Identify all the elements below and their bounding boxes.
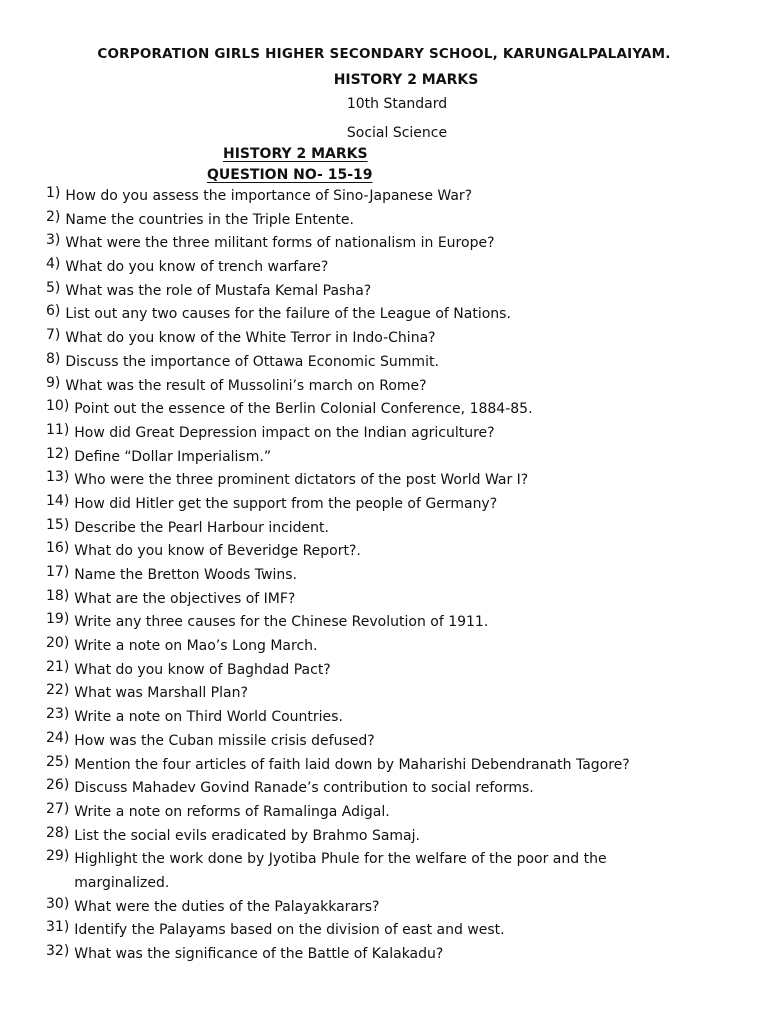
- question-item: [46, 280, 746, 304]
- question-text: Write a note on reforms of Ramalinga Adigal.: [74, 803, 390, 820]
- question-number: 30): [46, 895, 70, 912]
- question-item: [46, 256, 746, 280]
- question-text: What was Marshall Plan?: [74, 685, 248, 702]
- question-item: [46, 232, 746, 256]
- question-number: 16): [46, 540, 70, 557]
- question-text: How did Hitler get the support from the people of Germany?: [74, 495, 498, 512]
- question-text: What are the objectives of IMF?: [74, 590, 296, 607]
- question-item: [46, 943, 746, 967]
- question-number: 11): [46, 421, 70, 438]
- question-number: 8): [46, 350, 61, 367]
- question-item: [46, 801, 746, 825]
- question-item: [46, 303, 746, 327]
- question-number: 9): [46, 374, 61, 391]
- question-text: What were the duties of the Palayakkarars?: [74, 898, 380, 915]
- question-number: 20): [46, 635, 70, 652]
- question-number: 17): [46, 564, 70, 580]
- question-text: What do you know of the White Terror in Indo-China?: [65, 330, 436, 347]
- question-number: 27): [46, 800, 70, 817]
- question-text: Highlight the work done by Jyotiba Phule for the welfare of the poor and the marginalized.: [74, 851, 607, 891]
- question-text: What do you know of trench warfare?: [65, 259, 329, 276]
- question-item: [46, 517, 746, 541]
- question-text: List the social evils eradicated by Brahmo Samaj.: [74, 827, 420, 844]
- question-item: [46, 825, 746, 849]
- question-text: Identify the Palayams based on the division of east and west.: [74, 922, 505, 939]
- question-number: 26): [46, 777, 70, 794]
- question-number: 31): [46, 919, 70, 936]
- question-number: 25): [46, 753, 70, 770]
- question-item: [46, 422, 746, 446]
- question-item: [46, 588, 746, 612]
- section-title: HISTORY 2 MARKS: [223, 146, 368, 162]
- question-number: 7): [46, 327, 61, 344]
- question-number: 32): [46, 943, 70, 960]
- question-text: What do you know of Beveridge Report?.: [74, 543, 361, 560]
- question-item: [46, 635, 746, 659]
- question-item: [46, 493, 746, 517]
- question-number: 19): [46, 611, 70, 628]
- document-title: HISTORY 2 MARKS: [333, 72, 479, 88]
- question-item: [46, 327, 746, 351]
- question-number: 6): [46, 303, 61, 320]
- question-item: [46, 730, 746, 754]
- question-text: Write a note on Mao’s Long March.: [74, 638, 318, 655]
- question-item: [46, 706, 746, 730]
- question-item: [46, 469, 746, 493]
- question-item: [46, 398, 746, 422]
- question-text: Name the countries in the Triple Entente.: [65, 211, 354, 228]
- subject-label: Social Science: [346, 125, 448, 141]
- question-text: Describe the Pearl Harbour incident.: [74, 519, 329, 536]
- question-item: [46, 209, 746, 233]
- question-item: [46, 564, 746, 588]
- question-number: 12): [46, 445, 70, 462]
- question-number: 18): [46, 587, 70, 604]
- question-text: What was the significance of the Battle of Kalakadu?: [74, 946, 444, 963]
- question-item: [46, 777, 746, 801]
- question-item: [46, 896, 746, 920]
- question-item: [46, 919, 746, 943]
- question-item: [46, 351, 746, 375]
- question-number: 29): [46, 848, 70, 865]
- question-text: Discuss Mahadev Govind Ranade’s contribution to social reforms.: [74, 780, 534, 797]
- question-number: 24): [46, 729, 70, 746]
- question-text: What do you know of Baghdad Pact?: [74, 661, 331, 678]
- question-text: What were the three militant forms of nationalism in Europe?: [65, 235, 495, 252]
- question-item: [46, 682, 746, 706]
- question-text: Write any three causes for the Chinese Revolution of 1911.: [74, 614, 489, 631]
- question-text: Discuss the importance of Ottawa Economic Summit.: [65, 353, 439, 370]
- question-number: 28): [46, 824, 70, 841]
- question-range: QUESTION NO- 15-19: [207, 167, 373, 183]
- question-item: [46, 848, 746, 895]
- question-number: 2): [46, 208, 61, 225]
- question-number: 3): [46, 232, 61, 249]
- question-item: [46, 375, 746, 399]
- question-number: 15): [46, 516, 70, 533]
- question-number: 23): [46, 706, 70, 723]
- question-number: 21): [46, 658, 70, 675]
- question-number: 5): [46, 279, 61, 296]
- question-text: Define “Dollar Imperialism.”: [74, 448, 272, 465]
- question-number: 10): [46, 398, 70, 415]
- question-text: How do you assess the importance of Sino-Japanese War?: [65, 188, 473, 204]
- question-number: 22): [46, 682, 70, 699]
- question-item: [46, 446, 746, 470]
- question-text: What was the result of Mussolini’s march on Rome?: [65, 377, 427, 394]
- question-text: Name the Bretton Woods Twins.: [74, 567, 297, 583]
- question-text: Mention the four articles of faith laid down by Maharishi Debendranath Tagore?: [74, 756, 630, 773]
- question-item: [46, 611, 746, 635]
- school-name: CORPORATION GIRLS HIGHER SECONDARY SCHOOL, KARUNGALPALAIYAM.: [97, 46, 671, 62]
- question-item: [46, 185, 746, 209]
- question-number: 13): [46, 469, 70, 486]
- question-number: 4): [46, 256, 61, 273]
- question-number: 14): [46, 492, 70, 509]
- question-item: [46, 540, 746, 564]
- question-item: [46, 659, 746, 683]
- question-list: [46, 185, 746, 967]
- question-text: How was the Cuban missile crisis defused?: [74, 732, 375, 749]
- question-item: [46, 754, 746, 778]
- question-text: What was the role of Mustafa Kemal Pasha?: [65, 282, 372, 299]
- question-number: 1): [46, 185, 61, 201]
- standard-label: 10th Standard: [346, 96, 448, 112]
- question-text: Point out the essence of the Berlin Colonial Conference, 1884-85.: [74, 401, 533, 418]
- question-text: List out any two causes for the failure of the League of Nations.: [65, 306, 511, 323]
- question-text: How did Great Depression impact on the Indian agriculture?: [74, 424, 495, 441]
- question-text: Who were the three prominent dictators of the post World War I?: [74, 472, 529, 489]
- question-text: Write a note on Third World Countries.: [74, 709, 343, 726]
